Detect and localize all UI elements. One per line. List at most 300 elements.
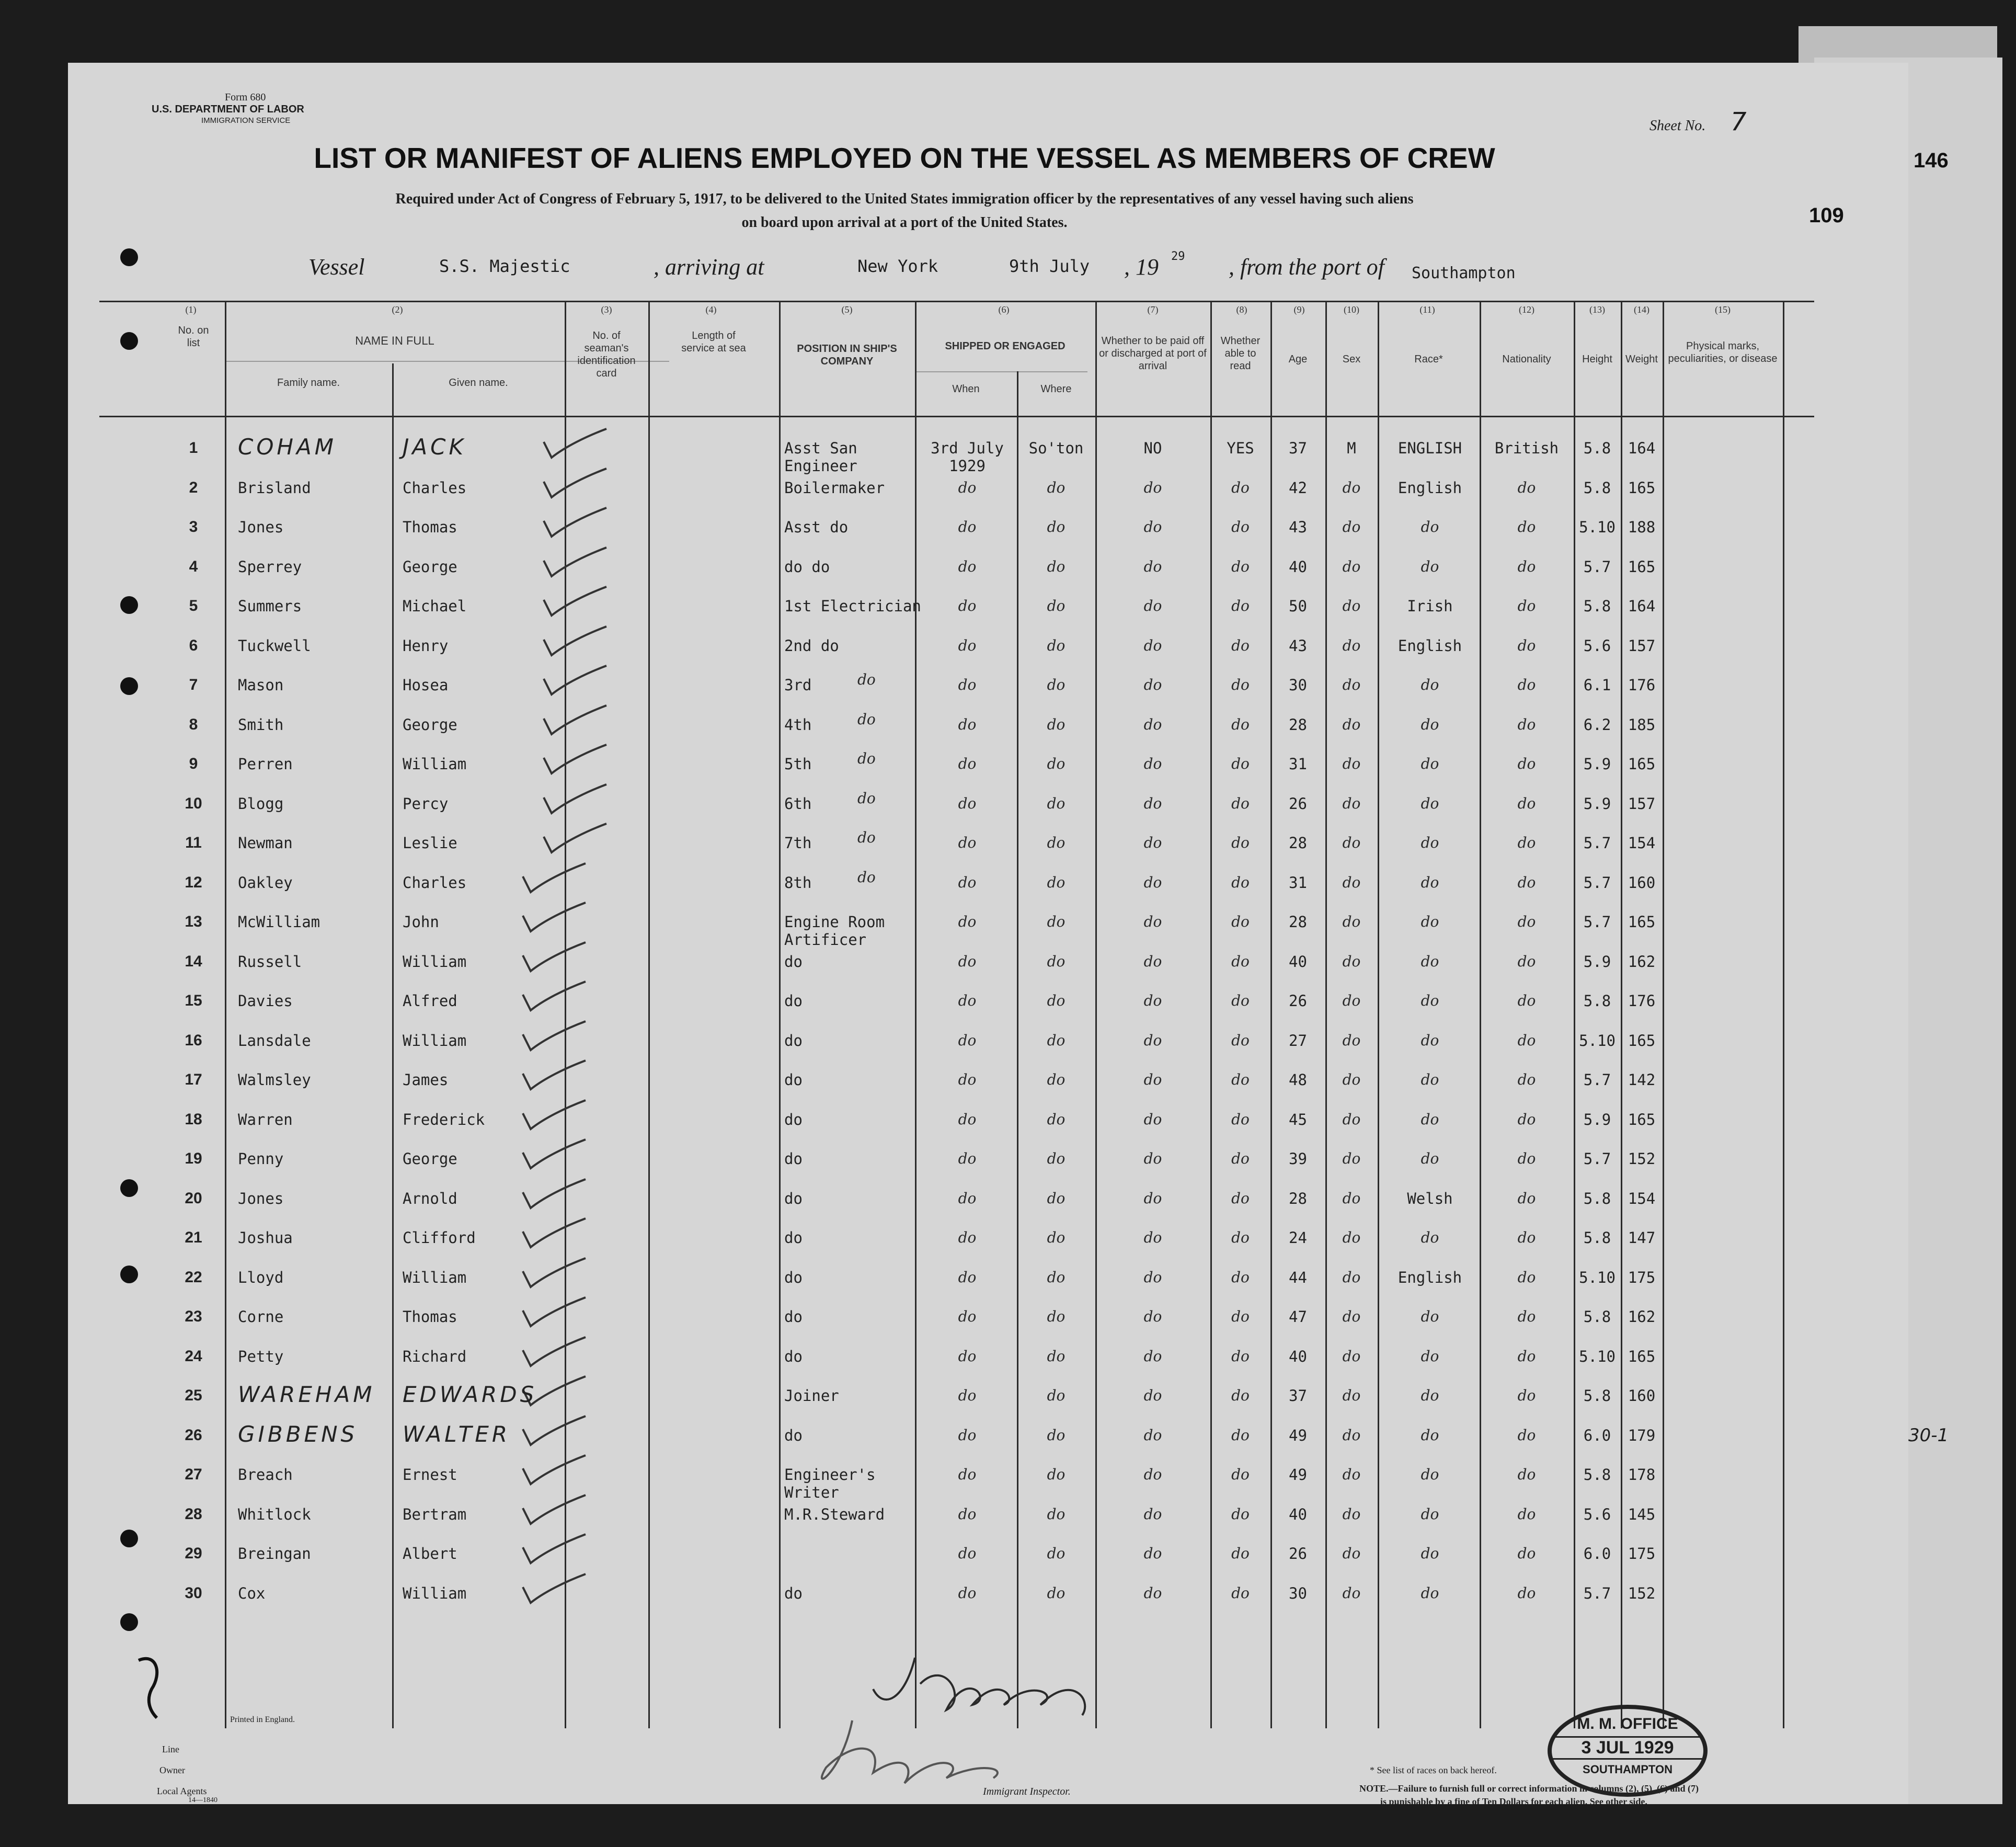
family-name: Summers	[238, 597, 302, 615]
check-mark-icon	[539, 821, 612, 858]
age: 24	[1289, 1229, 1307, 1247]
position: 7th	[784, 834, 812, 852]
col-9-header: Age	[1288, 354, 1308, 365]
position: do	[784, 1347, 803, 1365]
col-2-number: (2)	[392, 304, 403, 315]
subtitle-line-1: Required under Act of Congress of February 5, 1917, to be delivered to the United States immigration officer by the representatives of any vessel having such aliens	[395, 191, 1414, 207]
given-name: Arnold	[403, 1189, 457, 1207]
check-mark-icon	[539, 426, 612, 463]
weight: 142	[1628, 1071, 1656, 1089]
row-number: 5	[189, 597, 198, 614]
col-4-header: Length of service at sea	[681, 330, 746, 354]
shipped-where: So'ton	[1028, 439, 1084, 457]
subtitle-line-2: on board upon arrival at a port of the United States.	[741, 214, 1068, 231]
see-races-note: * See list of races on back hereof.	[1370, 1765, 1497, 1775]
weight: 179	[1628, 1426, 1656, 1444]
height: 5.10	[1579, 518, 1616, 536]
shipped-where: do	[1047, 1189, 1066, 1207]
sex: do	[1342, 1031, 1361, 1049]
able-to-read: do	[1231, 1268, 1250, 1286]
paid-off: do	[1143, 1031, 1162, 1049]
race: do	[1421, 557, 1439, 575]
sex: do	[1342, 1071, 1361, 1088]
weight: 157	[1628, 794, 1656, 813]
row-number: 10	[185, 794, 202, 812]
height: 6.0	[1583, 1426, 1611, 1444]
position: do	[784, 952, 803, 971]
able-to-read: do	[1231, 992, 1250, 1009]
shipped-when: do	[958, 518, 977, 535]
check-mark-icon	[518, 1177, 591, 1213]
paid-off: do	[1143, 1426, 1162, 1444]
family-name: Tuckwell	[238, 636, 311, 655]
height: 5.8	[1583, 992, 1611, 1010]
position: do	[784, 1110, 803, 1128]
family-name: Joshua	[238, 1229, 293, 1247]
col-6-header: SHIPPED OR ENGAGED	[945, 340, 1066, 352]
nationality: do	[1517, 636, 1536, 654]
family-name: Breach	[238, 1466, 293, 1484]
check-mark-icon	[518, 1058, 591, 1094]
shipped-when: do	[958, 1031, 977, 1049]
able-to-read: do	[1231, 1584, 1250, 1602]
column-divider	[392, 363, 394, 1728]
shipped-where: do	[1047, 1466, 1066, 1483]
penalty-note-2: is punishable by a fine of Ten Dollars for each alien. See other side.	[1380, 1796, 1647, 1807]
col-14-number: (14)	[1634, 304, 1650, 315]
age: 37	[1289, 1387, 1307, 1405]
paid-off: do	[1143, 1110, 1162, 1128]
able-to-read: do	[1231, 1426, 1250, 1444]
age: 37	[1289, 439, 1307, 457]
position: do	[784, 992, 803, 1010]
col-8-header: Whether able to read	[1220, 335, 1261, 372]
given-name: Clifford	[403, 1229, 476, 1247]
sex: do	[1342, 1150, 1361, 1167]
shipped-when: do	[958, 1150, 977, 1167]
family-name: Brisland	[238, 478, 311, 497]
position-ditto: do	[857, 789, 876, 807]
shipped-when: do	[958, 1505, 977, 1523]
paid-off: do	[1143, 1466, 1162, 1483]
height: 5.9	[1583, 755, 1611, 773]
weight: 164	[1628, 597, 1656, 615]
check-mark-icon	[539, 782, 612, 818]
age: 47	[1289, 1308, 1307, 1326]
paid-off: do	[1143, 1071, 1162, 1088]
weight: 162	[1628, 1308, 1656, 1326]
agent-code: 14—1840	[188, 1796, 217, 1804]
able-to-read: do	[1231, 478, 1250, 496]
col-5-number: (5)	[841, 304, 853, 315]
shipped-when: 3rd July	[931, 439, 1004, 457]
stamped-page-number-2: 109	[1809, 204, 1844, 227]
family-name: Lloyd	[238, 1268, 284, 1286]
shipped-when: do	[958, 636, 977, 654]
weight: 165	[1628, 557, 1656, 576]
shipped-when: do	[958, 992, 977, 1009]
weight: 165	[1628, 1031, 1656, 1050]
year-suffix: 29	[1171, 250, 1185, 263]
sex: do	[1342, 1229, 1361, 1246]
family-name: WAREHAM	[238, 1382, 375, 1407]
vessel-name: S.S. Majestic	[439, 256, 570, 276]
check-mark-icon	[518, 861, 591, 897]
row-number: 9	[189, 755, 198, 772]
weight: 165	[1628, 755, 1656, 773]
age: 28	[1289, 913, 1307, 931]
position: do	[784, 1584, 803, 1602]
shipped-where: do	[1047, 1584, 1066, 1602]
given-name: James	[403, 1071, 449, 1089]
family-name: Petty	[238, 1347, 284, 1365]
nationality: do	[1517, 1071, 1536, 1088]
height: 6.0	[1583, 1545, 1611, 1563]
check-mark-icon	[518, 1413, 591, 1450]
shipped-when: do	[958, 676, 977, 693]
given-name: William	[403, 952, 467, 971]
row-number: 26	[185, 1426, 202, 1444]
year-prefix: , 19	[1124, 254, 1159, 280]
race: do	[1421, 1071, 1439, 1088]
race: do	[1421, 873, 1439, 891]
arrival-date: 9th July	[1009, 256, 1090, 276]
given-name: Charles	[403, 478, 467, 497]
check-mark-icon	[539, 663, 612, 700]
row-number: 21	[185, 1229, 202, 1246]
shipped-when: do	[958, 794, 977, 812]
age: 28	[1289, 715, 1307, 734]
age: 40	[1289, 952, 1307, 971]
column-divider	[1378, 301, 1379, 1728]
weight: 160	[1628, 1387, 1656, 1405]
family-name: Smith	[238, 715, 284, 734]
height: 5.7	[1583, 1150, 1611, 1168]
sex: do	[1342, 834, 1361, 851]
able-to-read: do	[1231, 834, 1250, 851]
nationality: do	[1517, 1308, 1536, 1325]
sex: do	[1342, 478, 1361, 496]
paid-off: do	[1143, 913, 1162, 930]
paid-off: do	[1143, 597, 1162, 614]
shipped-when: do	[958, 1229, 977, 1246]
check-mark-icon	[518, 1137, 591, 1173]
given-name: Thomas	[403, 1308, 457, 1326]
race: do	[1421, 1426, 1439, 1444]
col-2-given-header: Given name.	[449, 377, 508, 389]
paid-off: do	[1143, 1308, 1162, 1325]
check-mark-icon	[539, 545, 612, 582]
column-divider	[1783, 301, 1784, 1728]
able-to-read: do	[1231, 597, 1250, 614]
paid-off: do	[1143, 1584, 1162, 1602]
age: 26	[1289, 992, 1307, 1010]
sex: do	[1342, 1268, 1361, 1286]
height: 5.10	[1579, 1268, 1616, 1286]
arriving-label: , arriving at	[654, 254, 764, 280]
sex: do	[1342, 597, 1361, 614]
position: Engineer's	[784, 1466, 876, 1484]
row-number: 13	[185, 913, 202, 930]
shipped-where: do	[1047, 518, 1066, 535]
given-name: William	[403, 1584, 467, 1602]
race: do	[1421, 1584, 1439, 1602]
printed-in-england: Printed in England.	[230, 1715, 295, 1724]
check-mark-icon	[518, 1019, 591, 1055]
shipped-where: do	[1047, 1031, 1066, 1049]
position: Asst San	[784, 439, 857, 457]
shipped-when: do	[958, 597, 977, 614]
position: 4th	[784, 715, 812, 734]
column-divider	[225, 301, 226, 1728]
race: do	[1421, 1505, 1439, 1523]
given-name: Frederick	[403, 1110, 485, 1128]
height: 5.8	[1583, 1229, 1611, 1247]
race: do	[1421, 794, 1439, 812]
row-number: 30	[185, 1584, 202, 1602]
binding-hole	[120, 248, 138, 266]
col-5-header: POSITION IN SHIP'S COMPANY	[797, 343, 897, 367]
row-number: 28	[185, 1505, 202, 1523]
office-stamp	[1548, 1705, 1708, 1797]
position: do	[784, 1150, 803, 1168]
given-name: Hosea	[403, 676, 449, 694]
check-mark-icon	[539, 742, 612, 779]
col-13-number: (13)	[1589, 304, 1605, 315]
height: 5.8	[1583, 1387, 1611, 1405]
column-divider	[1017, 371, 1018, 1728]
height: 5.6	[1583, 1505, 1611, 1523]
able-to-read: do	[1231, 1229, 1250, 1246]
shipped-where: do	[1047, 834, 1066, 851]
weight: 176	[1628, 676, 1656, 694]
shipped-when: do	[958, 1071, 977, 1088]
shipped-when: do	[958, 478, 977, 496]
shipped-when: do	[958, 834, 977, 851]
shipped-where: do	[1047, 1347, 1066, 1365]
weight: 154	[1628, 834, 1656, 852]
able-to-read: do	[1231, 1150, 1250, 1167]
age: 31	[1289, 755, 1307, 773]
race: do	[1421, 1110, 1439, 1128]
col-3-header: No. of seaman's identification card	[577, 330, 636, 379]
given-name: John	[403, 913, 439, 931]
paid-off: do	[1143, 676, 1162, 693]
row-number: 16	[185, 1031, 202, 1049]
check-mark-icon	[539, 624, 612, 660]
col-1-number: (1)	[185, 304, 197, 315]
race: do	[1421, 952, 1439, 970]
department: U.S. DEPARTMENT OF LABOR	[152, 104, 304, 115]
nationality: do	[1517, 755, 1536, 772]
row-number: 4	[189, 557, 198, 575]
sex: do	[1342, 1466, 1361, 1483]
row-number: 17	[185, 1071, 202, 1088]
race: do	[1421, 518, 1439, 535]
position-ditto: do	[857, 671, 876, 688]
col-11-number: (11)	[1419, 304, 1435, 315]
age: 30	[1289, 1584, 1307, 1602]
row-number: 23	[185, 1308, 202, 1325]
height: 5.8	[1583, 1189, 1611, 1207]
paid-off: do	[1143, 1189, 1162, 1207]
sex: do	[1342, 1426, 1361, 1444]
paid-off: do	[1143, 1347, 1162, 1365]
position-line-2: Writer	[784, 1484, 839, 1501]
height: 6.1	[1583, 676, 1611, 694]
col-7-header: Whether to be paid off or discharged at port of arrival	[1099, 335, 1207, 372]
given-name: Henry	[403, 636, 449, 655]
given-name: Alfred	[403, 992, 457, 1010]
header-bottom-rule	[99, 416, 1814, 417]
row-number: 14	[185, 952, 202, 970]
row-number: 22	[185, 1268, 202, 1286]
col-2-header: NAME IN FULL	[355, 334, 434, 347]
race: do	[1421, 1347, 1439, 1365]
check-mark-icon	[518, 1098, 591, 1134]
height: 5.9	[1583, 952, 1611, 971]
paid-off: do	[1143, 794, 1162, 812]
inspector-label: Immigrant Inspector.	[983, 1786, 1071, 1797]
height: 5.10	[1579, 1031, 1616, 1050]
check-mark-icon	[539, 466, 612, 503]
height: 5.9	[1583, 794, 1611, 813]
able-to-read: do	[1231, 715, 1250, 733]
shipped-where: do	[1047, 794, 1066, 812]
height: 6.2	[1583, 715, 1611, 734]
check-mark-icon	[539, 584, 612, 621]
column-divider	[1663, 301, 1664, 1728]
nationality: do	[1517, 992, 1536, 1009]
race: do	[1421, 992, 1439, 1009]
nationality: do	[1517, 478, 1536, 496]
age: 26	[1289, 1545, 1307, 1563]
family-name: Penny	[238, 1150, 284, 1168]
from-port-label: , from the port of	[1229, 254, 1384, 280]
weight: 145	[1628, 1505, 1656, 1523]
row-number: 11	[185, 834, 202, 851]
family-name: Newman	[238, 834, 293, 852]
sex: do	[1342, 715, 1361, 733]
sex: do	[1342, 913, 1361, 930]
age: 50	[1289, 597, 1307, 615]
col-2-family-header: Family name.	[277, 377, 340, 389]
manifest-page	[68, 63, 1949, 1807]
shipped-where: do	[1047, 1110, 1066, 1128]
position-ditto: do	[857, 868, 876, 886]
nationality: do	[1517, 1426, 1536, 1444]
given-name: George	[403, 1150, 457, 1168]
shipped-subheader-rule	[915, 371, 1087, 372]
shipped-when: do	[958, 1545, 977, 1562]
given-name: George	[403, 557, 457, 576]
able-to-read: do	[1231, 755, 1250, 772]
sex: M	[1347, 439, 1356, 457]
race: do	[1421, 715, 1439, 733]
age: 42	[1289, 478, 1307, 497]
weight: 160	[1628, 873, 1656, 892]
shipped-when: do	[958, 952, 977, 970]
col-9-number: (9)	[1293, 304, 1305, 315]
shipped-when: do	[958, 1308, 977, 1325]
age: 40	[1289, 1505, 1307, 1523]
paid-off: do	[1143, 1505, 1162, 1523]
race: Welsh	[1407, 1189, 1453, 1207]
shipped-when: do	[958, 1268, 977, 1286]
position: do	[784, 1189, 803, 1207]
sex: do	[1342, 676, 1361, 693]
shipped-where: do	[1047, 1426, 1066, 1444]
check-mark-icon	[518, 979, 591, 1016]
binding-hole	[120, 1613, 138, 1631]
paid-off: do	[1143, 873, 1162, 891]
binding-hole	[120, 1265, 138, 1283]
family-name: Lansdale	[238, 1031, 311, 1050]
sex: do	[1342, 557, 1361, 575]
nationality: do	[1517, 1387, 1536, 1404]
shipped-when: do	[958, 1347, 977, 1365]
check-mark-icon	[518, 1453, 591, 1489]
nationality: do	[1517, 873, 1536, 891]
nationality: do	[1517, 1505, 1536, 1523]
paid-off: do	[1143, 1387, 1162, 1404]
nationality: do	[1517, 1347, 1536, 1365]
race: do	[1421, 1229, 1439, 1246]
given-name: Richard	[403, 1347, 467, 1365]
weight: 162	[1628, 952, 1656, 971]
age: 28	[1289, 834, 1307, 852]
col-7-number: (7)	[1147, 304, 1159, 315]
col-10-number: (10)	[1344, 304, 1359, 315]
check-mark-icon	[539, 505, 612, 542]
column-divider	[1210, 301, 1212, 1728]
col-10-header: Sex	[1342, 354, 1361, 365]
given-name: Michael	[403, 597, 467, 615]
shipped-where: do	[1047, 1268, 1066, 1286]
family-name: Corne	[238, 1308, 284, 1326]
service: IMMIGRATION SERVICE	[201, 116, 291, 125]
height: 5.8	[1583, 1466, 1611, 1484]
family-name: Davies	[238, 992, 293, 1010]
row-number: 25	[185, 1387, 202, 1404]
able-to-read: do	[1231, 1308, 1250, 1325]
nationality: do	[1517, 794, 1536, 812]
paid-off: do	[1143, 755, 1162, 772]
shipped-when: do	[958, 913, 977, 930]
able-to-read: do	[1231, 794, 1250, 812]
sex: do	[1342, 1110, 1361, 1128]
weight: 152	[1628, 1150, 1656, 1168]
check-mark-icon	[518, 940, 591, 976]
nationality: do	[1517, 1545, 1536, 1562]
age: 27	[1289, 1031, 1307, 1050]
given-name: Albert	[403, 1545, 457, 1563]
position: 8th	[784, 873, 812, 892]
position: do	[784, 1426, 803, 1444]
family-name: Jones	[238, 1189, 284, 1207]
height: 5.7	[1583, 557, 1611, 576]
nationality: do	[1517, 1031, 1536, 1049]
handwritten-mark	[136, 1652, 178, 1720]
nationality: British	[1494, 439, 1559, 457]
age: 49	[1289, 1426, 1307, 1444]
nationality: do	[1517, 557, 1536, 575]
check-mark-icon	[518, 1532, 591, 1568]
family-name: Sperrey	[238, 557, 302, 576]
vessel-label: Vessel	[308, 254, 365, 280]
weight: 165	[1628, 478, 1656, 497]
col-12-number: (12)	[1519, 304, 1534, 315]
